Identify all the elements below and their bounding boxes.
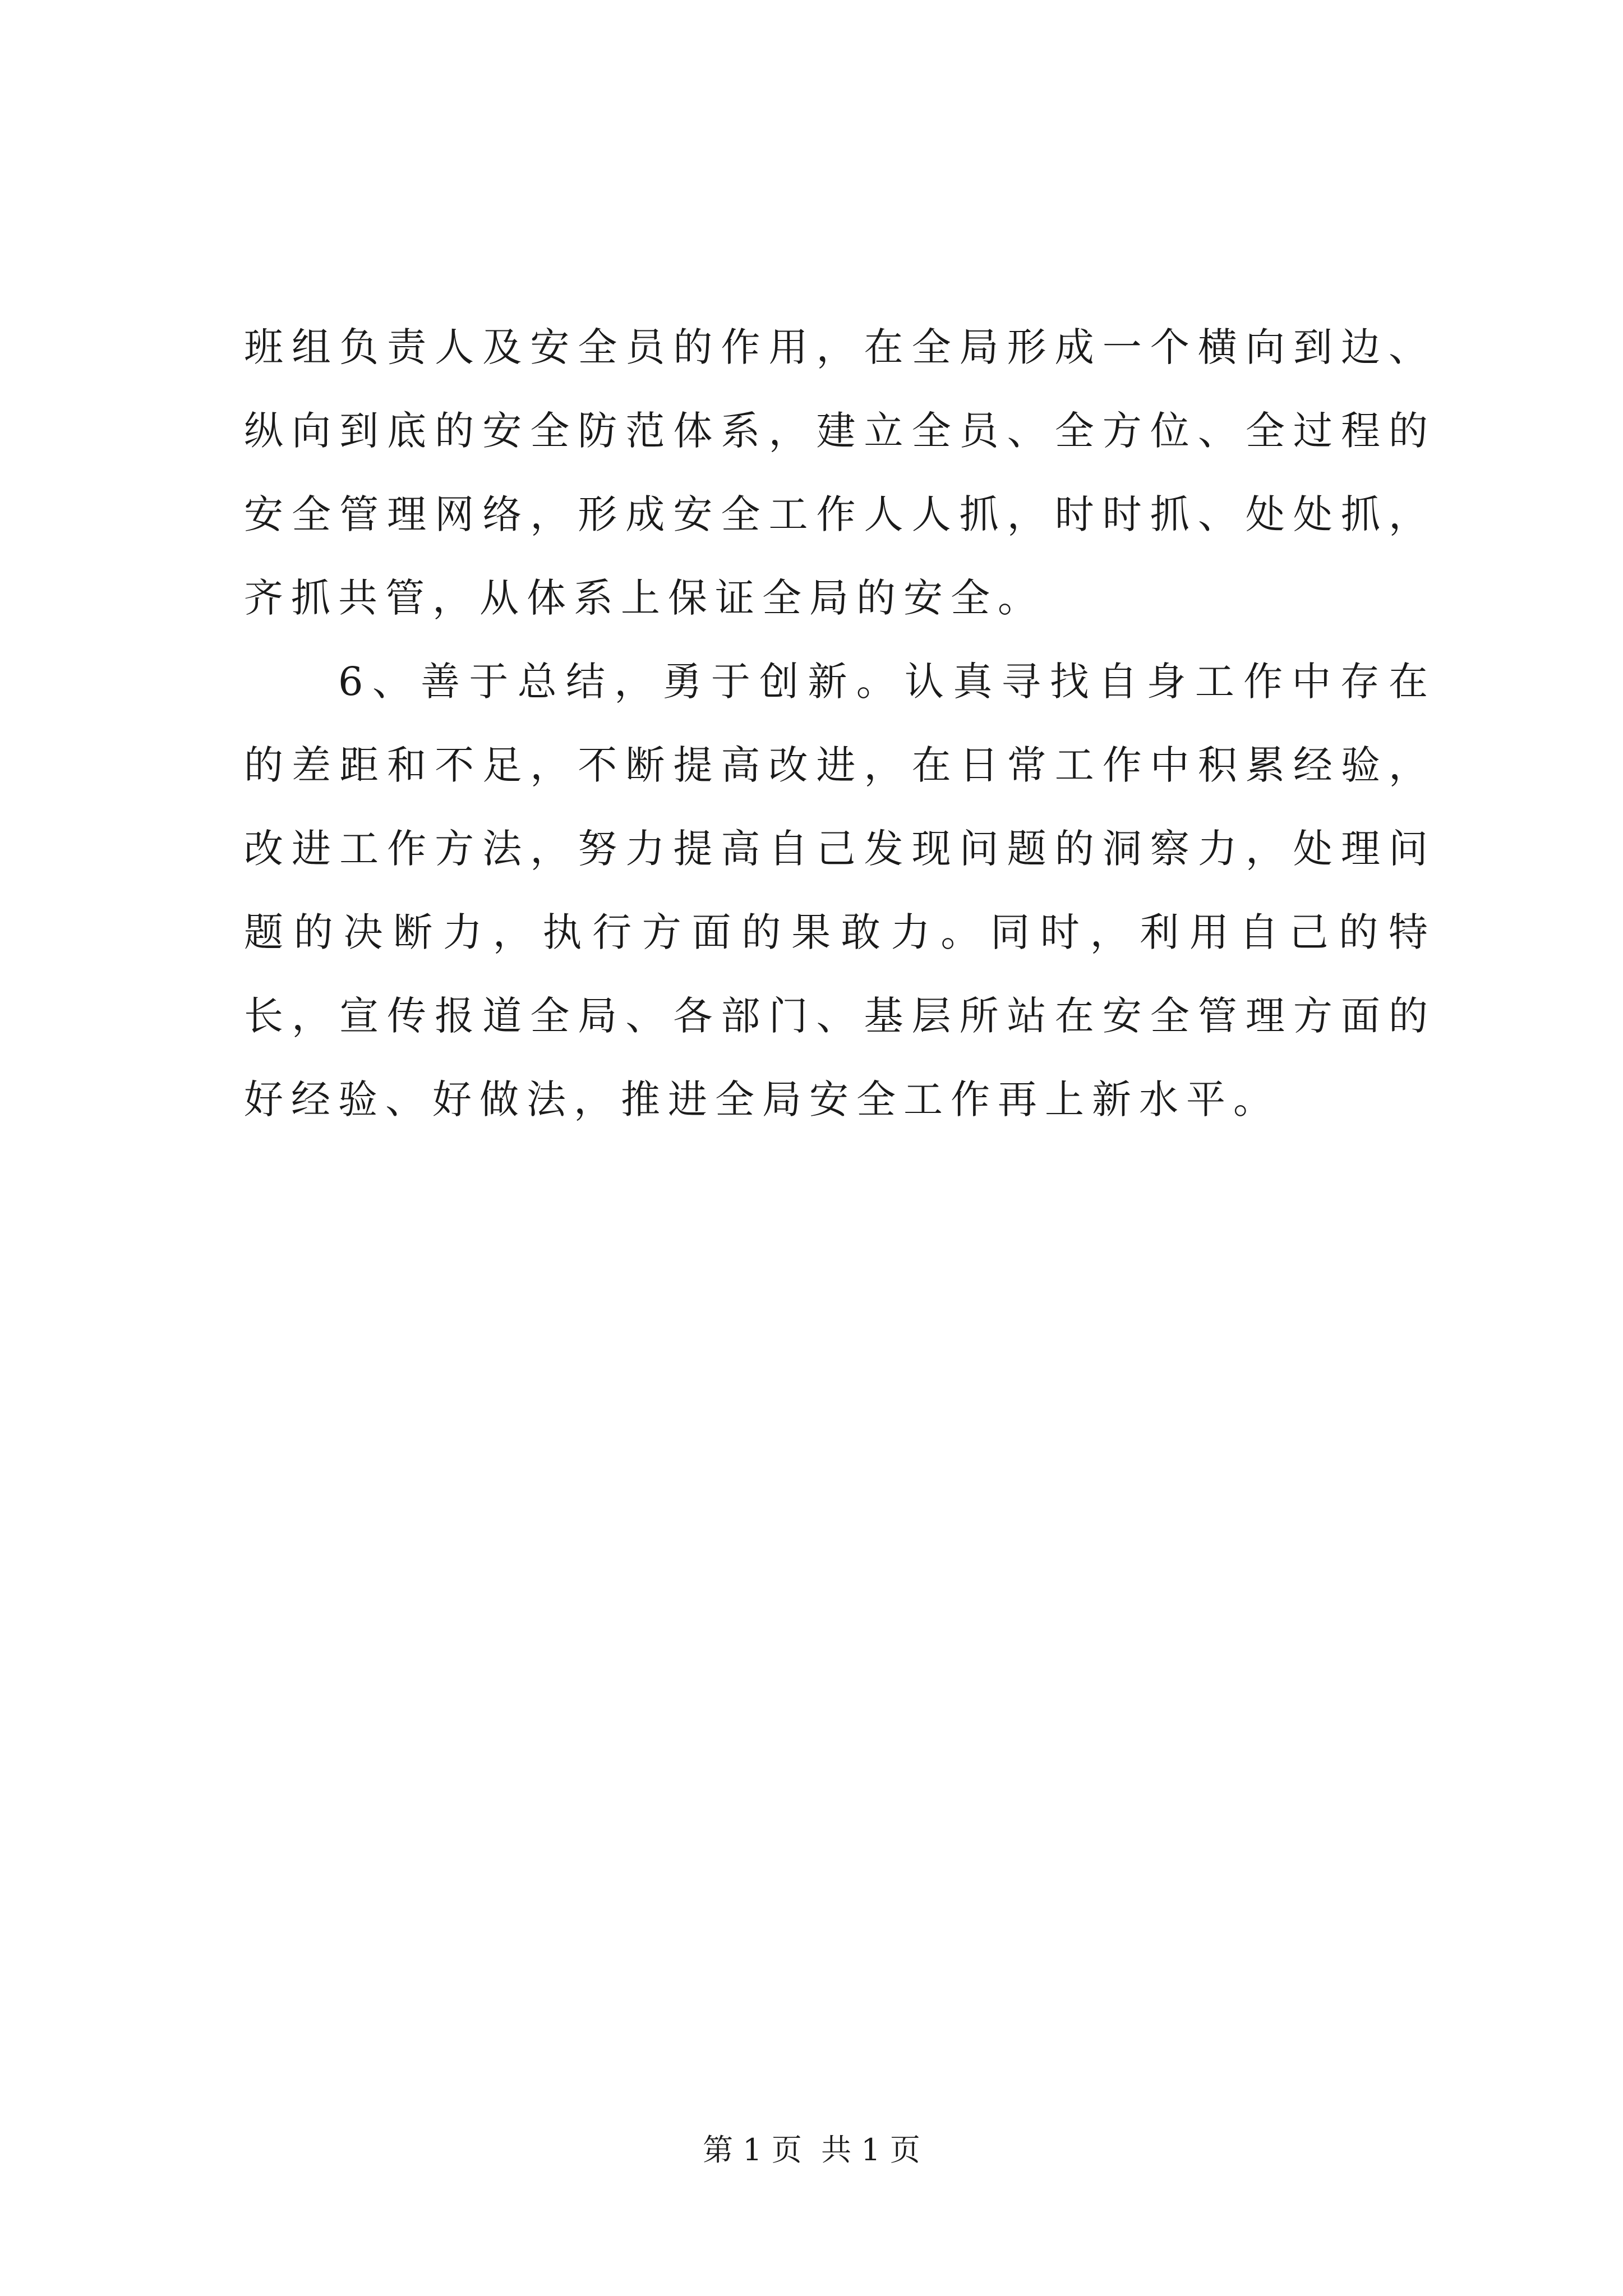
paragraph-continued: 班组负责人及安全员的作用，在全局形成一个横向到边、纵向到底的安全防范体系，建立全员、全方位、全过程的安全管理网络，形成安全工作人人抓，时时抓、处处抓，齐抓共管，从体系上保证全局的安全。 [244, 324, 1436, 621]
page-footer: 第 1 页 共 1 页 [703, 2132, 920, 2168]
paragraph-item-6: 6、善于总结，勇于创新。认真寻找自身工作中存在的差距和不足，不断提高改进，在日常工作中积累经验，改进工作方法，努力提高自己发现问题的洞察力，处理问题的决断力，执行方面的果敢力。同时，利用自己的特长，宣传报道全局、各部门、基层所站在安全管理方面的好经验、好做法，推进全局安全工作再上新水平。 [244, 659, 1436, 1122]
document-body [244, 306, 1436, 1142]
